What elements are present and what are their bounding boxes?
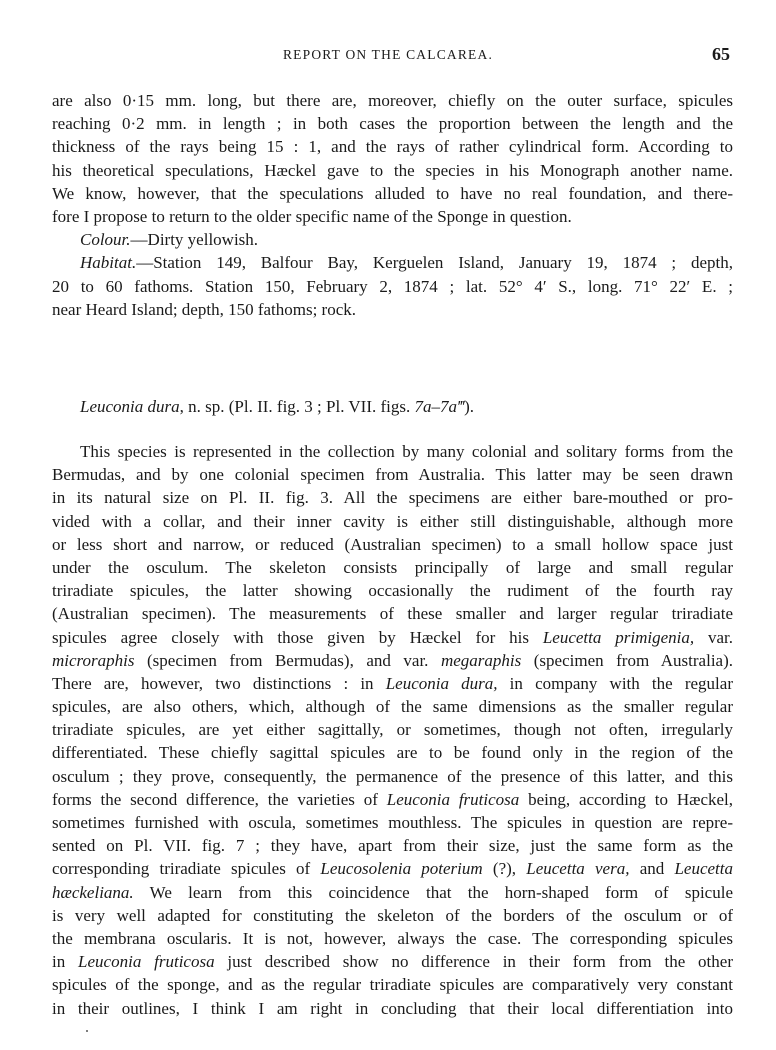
text-line <box>52 182 733 205</box>
text-line <box>52 463 733 486</box>
species-heading <box>80 397 474 417</box>
italic-text: 7a–7a‴ <box>414 397 465 416</box>
text-run: being, according to Hæckel, <box>519 789 733 809</box>
text-line <box>52 112 733 135</box>
text-line <box>52 89 733 112</box>
text-line <box>52 997 733 1020</box>
text-run: triradiate spicules, are yet either sagittally, or sometimes, though not often, irregularly <box>52 720 733 740</box>
text-run: under the osculum. The skeleton consists principally of large and small regular <box>52 557 733 577</box>
print-speck <box>86 1030 88 1032</box>
text-line <box>52 602 733 625</box>
text-run: triradiate spicules, the latter showing occasionally the rudiment of the fourth ray <box>52 581 733 601</box>
italic-text: Leucetta <box>674 859 733 879</box>
text-run: —Station 149, Balfour Bay, Kerguelen Island, January 19, 1874 ; depth, <box>136 253 733 273</box>
text-line <box>52 788 733 811</box>
text-run: spicules, are also others, which, although of the same dimensions as the smaller regular <box>52 697 733 717</box>
text-run: This species is represented in the collection by many colonial and solitary forms from the <box>80 442 733 461</box>
running-title: REPORT ON THE CALCAREA. <box>282 47 494 62</box>
text-run: and <box>629 859 675 879</box>
text-run: (?), <box>482 859 527 879</box>
italic-text: Leucetta vera, <box>526 859 630 879</box>
text-line <box>52 973 733 996</box>
text-line <box>52 765 733 788</box>
text-run: his theoretical speculations, Hæckel gave to the species in his Monograph another name. <box>52 160 733 180</box>
text-run: spicules agree closely with those given by Hæckel for his <box>52 627 543 647</box>
text-line <box>52 275 733 298</box>
text-line <box>52 579 733 602</box>
italic-text: Colour. <box>80 230 131 250</box>
text-run: thickness of the rays being 15 : 1, and the rays of rather cylindrical form. According to <box>52 137 733 157</box>
paragraph-block-habitat <box>52 89 733 321</box>
italic-text: Leuconia fruticosa <box>78 952 215 972</box>
italic-text: microraphis <box>52 650 135 670</box>
text-line <box>52 811 733 834</box>
text-line <box>52 672 733 695</box>
text-line <box>52 205 733 228</box>
text-line <box>52 486 733 509</box>
italic-text: Leuconia dura <box>80 397 180 416</box>
text-line <box>52 904 733 927</box>
text-run: (Australian specimen). The measurements of these smaller and larger regular triradiate <box>52 604 733 624</box>
text-run: reaching 0·2 mm. in length ; in both cases the proportion between the length and the <box>52 114 733 134</box>
text-line <box>52 741 733 764</box>
text-run: in their outlines, I think I am right in concluding that their local differentiation into <box>52 998 733 1018</box>
text-run: There are, however, two distinctions : in <box>52 673 386 693</box>
text-run: is very well adapted for constituting the skeleton of the borders of the osculum or of <box>52 905 733 925</box>
text-line <box>52 298 733 321</box>
text-run: the membrana oscularis. It is not, however, always the case. The corresponding spicules <box>52 928 733 948</box>
text-run: sented on Pl. VII. fig. 7 ; they have, apart from their size, just the same form as the <box>52 836 733 856</box>
italic-text: megaraphis <box>440 650 522 670</box>
text-run: ). <box>464 397 475 416</box>
text-run: spicules of the sponge, and as the regular triradiate spicules are comparatively very constant <box>52 975 733 995</box>
text-line <box>52 881 733 904</box>
page-number: 65 <box>712 44 730 64</box>
text-run: We learn from this coincidence that the horn-shaped form of spicule <box>133 882 733 902</box>
text-line <box>52 440 733 463</box>
italic-text: hæckeliana. <box>52 882 134 902</box>
text-line <box>52 857 733 880</box>
text-run: in its natural size on Pl. II. fig. 3. All the specimens are either bare-mouthed or pro- <box>52 488 733 508</box>
text-line <box>52 533 733 556</box>
text-run: in <box>52 952 79 972</box>
text-line <box>52 159 733 182</box>
text-line <box>52 228 733 251</box>
text-run: near Heard Island; depth, 150 fathoms; rock. <box>52 299 357 319</box>
text-line <box>52 649 733 672</box>
italic-text: Habitat. <box>80 253 137 273</box>
text-line <box>52 950 733 973</box>
text-line <box>52 927 733 950</box>
text-run: Bermudas, and by one colonial specimen from Australia. This latter may be seen drawn <box>52 465 733 485</box>
text-run: —Dirty yellowish. <box>130 230 259 250</box>
text-line <box>52 834 733 857</box>
text-run: , n. sp. (Pl. II. fig. 3 ; Pl. VII. figs. <box>179 397 415 416</box>
text-line <box>52 695 733 718</box>
text-run: corresponding triradiate spicules of <box>52 859 321 879</box>
text-run: or less short and narrow, or reduced (Australian specimen) to a small hollow space just <box>52 534 733 554</box>
text-line <box>52 135 733 158</box>
text-run: are also 0·15 mm. long, but there are, moreover, chiefly on the outer surface, spicules <box>52 91 733 110</box>
text-run: osculum ; they prove, consequently, the permanence of the presence of this latter, and this <box>52 766 733 786</box>
text-line <box>52 251 733 274</box>
text-line <box>52 718 733 741</box>
text-run: fore I propose to return to the older specific name of the Sponge in question. <box>52 206 572 226</box>
text-run: (specimen from Australia). <box>521 650 733 670</box>
italic-text: Leuconia fruticosa <box>386 789 520 809</box>
text-run: just described show no difference in their form from the other <box>214 952 733 972</box>
text-line <box>52 556 733 579</box>
italic-text: Leuconia dura, <box>385 673 498 693</box>
text-run: vided with a collar, and their inner cavity is either still distinguishable, although more <box>52 511 733 531</box>
paragraph-block-description <box>52 440 733 1020</box>
text-run: (specimen from Bermudas), and var. <box>134 650 441 670</box>
text-run: differentiated. These chiefly sagittal spicules are to be found only in the region of the <box>52 743 733 763</box>
text-run: We know, however, that the speculations alluded to have no real foundation, and there- <box>52 183 733 203</box>
text-run: sometimes furnished with oscula, sometimes mouthless. The spicules in question are repre- <box>52 813 733 832</box>
text-line <box>52 626 733 649</box>
text-run: in company with the regular <box>497 673 733 693</box>
text-line <box>52 510 733 533</box>
text-run: forms the second difference, the varieties of <box>52 789 387 809</box>
text-run: 20 to 60 fathoms. Station 150, February 2, 1874 ; lat. 52° 4′ S., long. 71° 22′ E. ; <box>52 276 733 296</box>
italic-text: Leucetta primigenia, <box>542 627 695 647</box>
italic-text: Leucosolenia poterium <box>320 859 483 879</box>
text-run: var. <box>694 627 733 647</box>
